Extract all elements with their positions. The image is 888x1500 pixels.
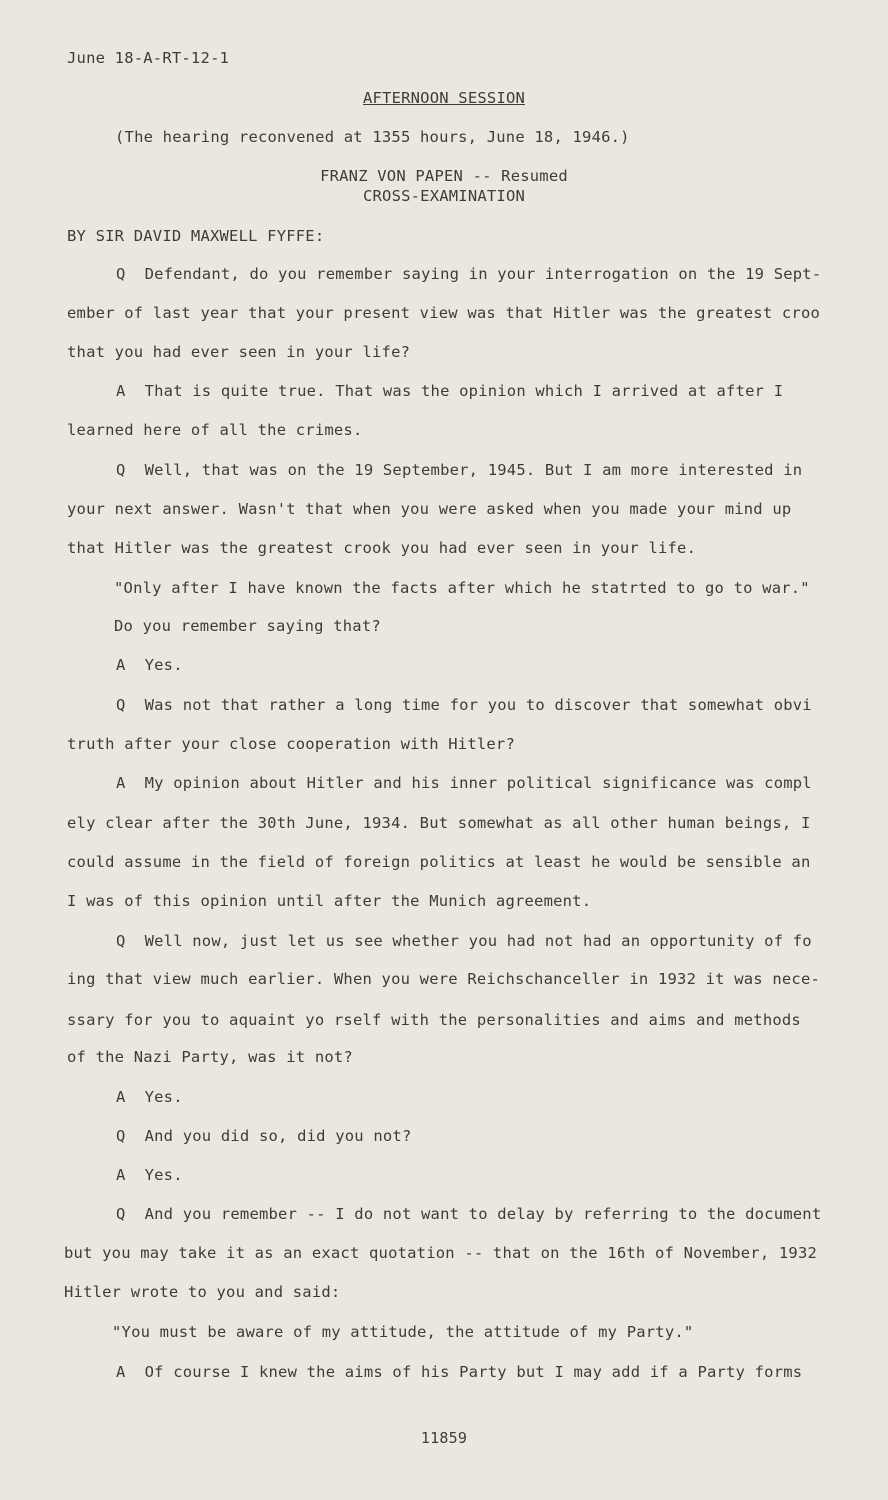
file-reference: June 18-A-RT-12-1 <box>67 49 230 67</box>
transcript-line: Q Well, that was on the 19 September, 1945. But I am more interested in <box>116 461 803 479</box>
transcript-line: Q Defendant, do you remember saying in your interrogation on the 19 Sept- <box>116 265 822 283</box>
transcript-line: Q Well now, just let us see whether you had not had an opportunity of fo <box>116 932 812 950</box>
transcript-line: but you may take it as an exact quotation -- that on the 16th of November, 1932 <box>64 1244 818 1262</box>
transcript-line: I was of this opinion until after the Munich agreement. <box>67 892 592 910</box>
reconvene-note: (The hearing reconvened at 1355 hours, June 18, 1946.) <box>115 128 630 146</box>
transcript-line: A My opinion about Hitler and his inner political significance was compl <box>116 774 812 792</box>
transcript-line: A That is quite true. That was the opinion which I arrived at after I <box>116 382 784 400</box>
transcript-line: Q And you did so, did you not? <box>116 1127 412 1145</box>
transcript-line: A Yes. <box>116 1088 183 1106</box>
transcript-line: A Of course I knew the aims of his Party but I may add if a Party forms <box>116 1363 803 1381</box>
transcript-line: Hitler wrote to you and said: <box>64 1283 341 1301</box>
transcript-line: ember of last year that your present view was that Hitler was the greatest croo <box>67 304 821 322</box>
transcript-line: ely clear after the 30th June, 1934. But somewhat as all other human beings, I <box>67 814 811 832</box>
transcript-line: truth after your close cooperation with Hitler? <box>67 735 515 753</box>
page-number: 11859 <box>420 1429 468 1447</box>
transcript-line: that you had ever seen in your life? <box>67 343 411 361</box>
transcript-line: "Only after I have known the facts after which he statrted to go to war." <box>114 579 810 597</box>
session-title: AFTERNOON SESSION <box>362 89 526 107</box>
transcript-line: ing that view much earlier. When you were Reichschanceller in 1932 it was nece- <box>67 970 821 988</box>
transcript-line: Q Was not that rather a long time for you to discover that somewhat obvi <box>116 696 812 714</box>
transcript-line: "You must be aware of my attitude, the attitude of my Party." <box>112 1323 694 1341</box>
transcript-line: Do you remember saying that? <box>114 617 381 635</box>
transcript-line: learned here of all the crimes. <box>67 421 363 439</box>
transcript-line: Q And you remember -- I do not want to delay by referring to the document <box>116 1205 822 1223</box>
transcript-line: could assume in the field of foreign politics at least he would be sensible an <box>67 853 811 871</box>
witness-line: FRANZ VON PAPEN -- Resumed <box>320 167 568 185</box>
transcript-line: A Yes. <box>116 1166 183 1184</box>
examiner-heading: BY SIR DAVID MAXWELL FYFFE: <box>67 227 325 245</box>
transcript-line: that Hitler was the greatest crook you had ever seen in your life. <box>67 539 697 557</box>
transcript-line: your next answer. Wasn't that when you were asked when you made your mind up <box>67 500 792 518</box>
transcript-line: ssary for you to aquaint yo rself with the personalities and aims and methods <box>67 1011 801 1029</box>
transcript-line: A Yes. <box>116 656 183 674</box>
transcript-line: of the Nazi Party, was it not? <box>67 1048 353 1066</box>
examination-type: CROSS-EXAMINATION <box>362 187 526 205</box>
